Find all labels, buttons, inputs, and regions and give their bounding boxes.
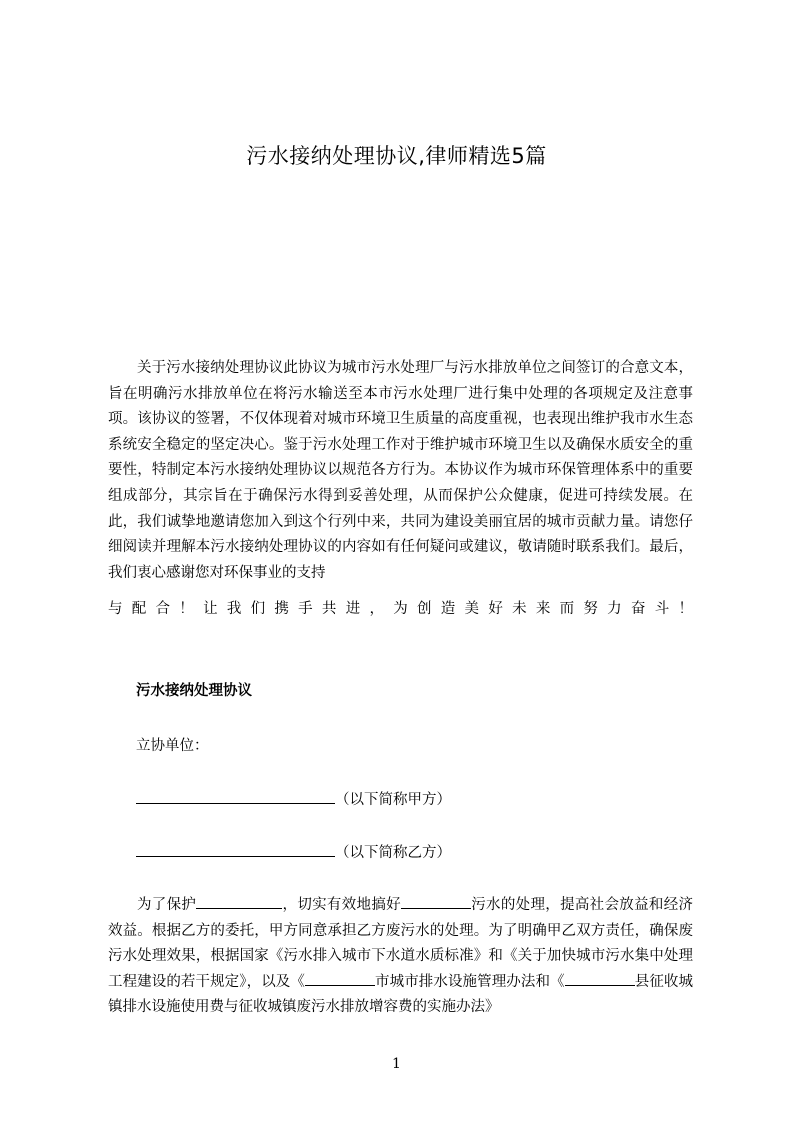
- section-heading: 污水接纳处理协议: [136, 683, 252, 699]
- page-number: 1: [392, 1056, 401, 1072]
- body-text-5: 县征收城镇排水设施使用费与征收城镇废污水排放增容费的实施办法》: [108, 973, 693, 1016]
- body-text-3: 污水的处理，提高社会放益和经济效益。根据乙方的委托，甲方同意承担乙方废污水的处理。为了明确甲乙双方责任，确保废污水处理效果，根据国家《污水排入城市下水道水质标准》和《关于加快城市污水集中处理工程建设的若干规定》，以及《: [108, 897, 694, 990]
- blank-field-4: [565, 970, 635, 986]
- body-text-2: ，切实有效地搞好: [282, 897, 401, 913]
- agreement-body-paragraph: [108, 893, 693, 1021]
- blank-field-3: [305, 970, 375, 986]
- party-a-line: [136, 788, 451, 811]
- blank-field-1: [196, 893, 282, 909]
- party-a-suffix: （以下简称甲方）: [335, 792, 451, 808]
- blank-field-2: [401, 893, 471, 909]
- party-b-suffix: （以下简称乙方）: [335, 845, 451, 861]
- document-title: 污水接纳处理协议,律师精选5篇: [246, 144, 547, 168]
- intro-paragraph-last-line: 与配合！让我们携手共进，为创造美好未来而努力奋斗！: [108, 601, 693, 617]
- body-text-1: 为了保护: [137, 897, 197, 913]
- body-text-4: 市城市排水设施管理办法和《: [374, 973, 565, 990]
- intro-paragraph: 关于污水接纳处理协议此协议为城市污水处理厂与污水排放单位之间签订的合意文本，旨在明确污水排放单位在将污水输送至本市污水处理厂进行集中处理的各项规定及注意事项。该协议的签署，不仅体现着对城市环境卫生质量的高度重视，也表现出维护我市水生态系统安全稳定的坚定决心。鉴于污水处理工作对于维护城市环境卫生以及确保水质安全的重要性，特制定本污水接纳处理协议以规范各方行为。本协议作为城市环保管理体系中的重要组成部分，其宗旨在于确保污水得到妥善处理，从而保护公众健康，促进可持续发展。在此，我们诚挚地邀请您加入到这个行列中来，共同为建设美丽宜居的城市贡献力量。请您仔细阅读并理解本污水接纳处理协议的内容如有任何疑问或建议，敬请随时联系我们。最后，我们衷心感谢您对环保事业的支持: [108, 360, 693, 581]
- party-a-blank: [136, 788, 335, 804]
- party-b-line: [136, 841, 451, 864]
- signing-parties-label: 立协单位：: [136, 738, 209, 754]
- party-b-blank: [136, 841, 335, 857]
